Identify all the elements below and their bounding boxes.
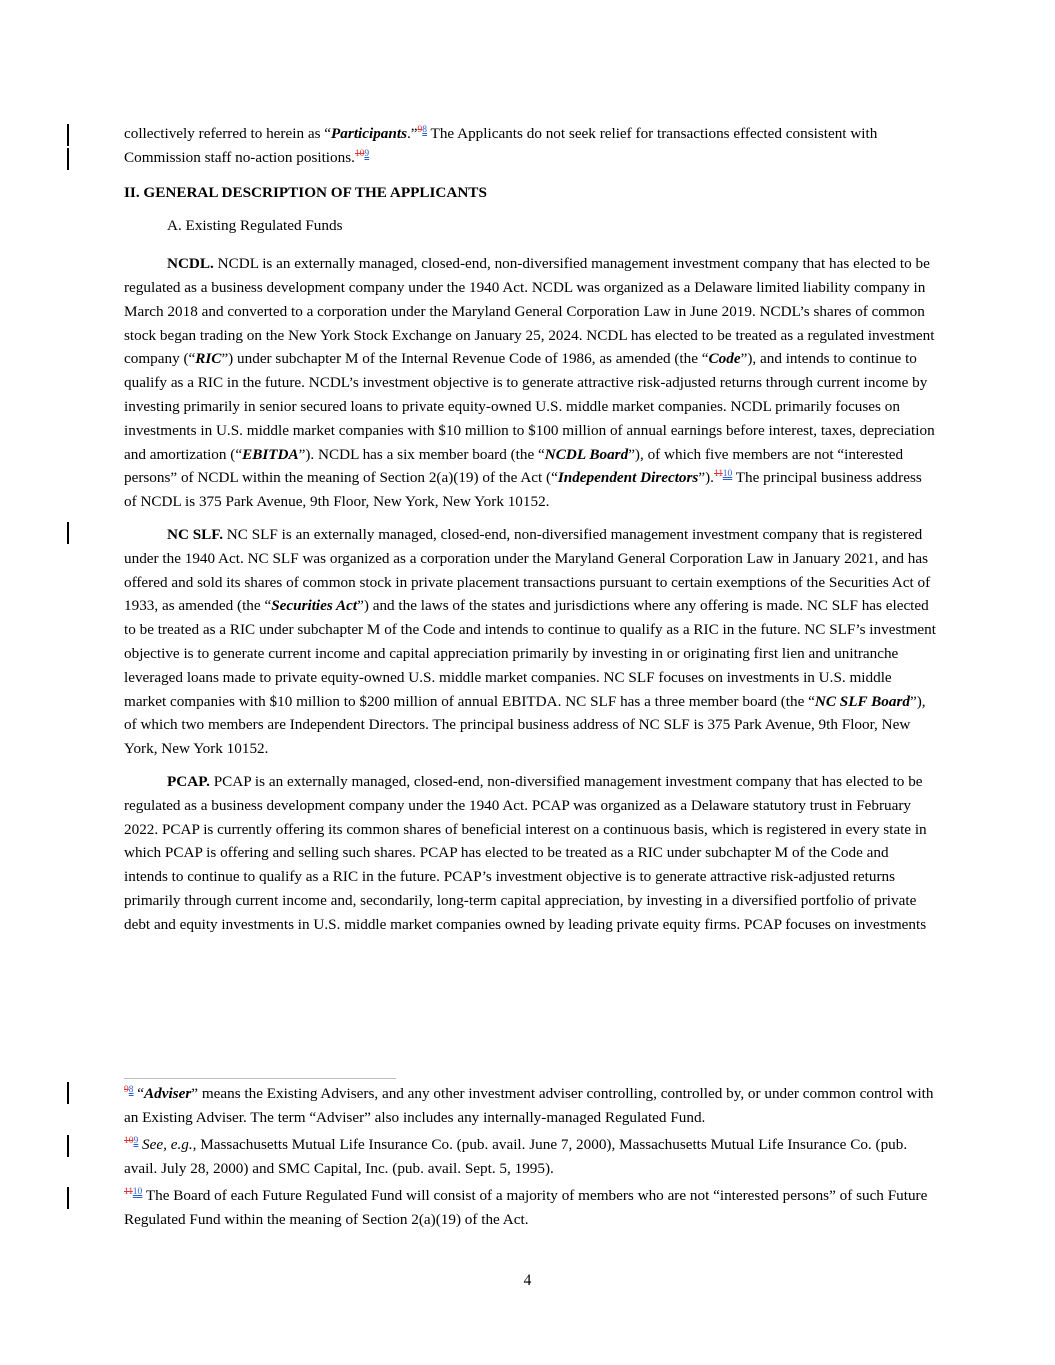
footnote-ref[interactable]: 98 (417, 124, 428, 135)
document-body (124, 122, 936, 937)
change-bar (67, 522, 69, 544)
footnotes (124, 1082, 944, 1236)
footnote-number: 98 (124, 1084, 134, 1095)
page-number: 4 (523, 1272, 532, 1289)
footnote-9: $^{109}$ See, e.g., Massachusetts Mutual Life Insurance Co. (pub. avail. June 7, 2000), Massachusetts Mutual Life Insurance Co. (pub. avail. July 28, 2000) and SMC Capital, Inc. (pub. avail. Sept. 5, 1995). (124, 1136, 908, 1177)
footnote-separator (124, 1078, 396, 1079)
change-bar (67, 1187, 69, 1209)
footnote-10: $^{1110}$ The Board of each Future Regulated Fund will consist of a majority of members who are not “interested persons” of such Future Regulated Fund within the meaning of Section 2(a)(19) of the Act. (124, 1187, 928, 1228)
change-bar (67, 1082, 69, 1104)
intro-paragraph: collectively referred to herein as “Participants.”$^{98}$ The Applicants do not seek relief for transactions effected consistent with Commission staff no-action positions.$^{109}$ (124, 124, 878, 166)
footnote-ref[interactable]: 109 (354, 148, 370, 159)
defined-term: Participants (331, 125, 407, 142)
footnote-8: $^{98}$ “Adviser” means the Existing Advisers, and any other investment adviser controlling, controlled by, or under common control with an Existing Adviser. The term “Adviser” also includes any internally-managed Regulated Fund. (124, 1084, 934, 1126)
footnote-ref[interactable]: 1110 (713, 469, 733, 480)
section-heading: II. GENERAL DESCRIPTION OF THE APPLICANTS (124, 183, 487, 201)
footnote-number: 1110 (124, 1187, 143, 1198)
ncslf-paragraph: NC SLF. NC SLF is an externally managed, closed-end, non-diversified management investment company that is registered under the 1940 Act. NC SLF was organized as a corporation under the Maryland General Corporation Law in January 2021, and has offered and sold its shares of common stock in private placement transactions pursuant to certain exemptions of the Securities Act of 1933, as amended (the “Securities Act”) and the laws of the states and jurisdictions where any offering is made. NC SLF has elected to be treated as a RIC under subchapter M of the Code and intends to continue to qualify as a RIC in the future. NC SLF’s investment objective is to generate current income and capital appreciation primarily by investing in or originating first lien and unitranche leveraged loans made to private equity-owned U.S. middle market companies. NC SLF focuses on investments in U.S. middle market companies with $10 million to $200 million of annual EBITDA. NC SLF has a three member board (the “NC SLF Board”), of which two members are Independent Directors. The principal business address of NC SLF is 375 Park Avenue, 9th Floor, New York, New York 10152. (124, 525, 936, 758)
footnote-number: 109 (124, 1136, 139, 1147)
change-bar (67, 124, 69, 146)
change-bar (67, 148, 69, 170)
pcap-paragraph: PCAP. PCAP is an externally managed, closed-end, non-diversified management investment company that has elected to be regulated as a business development company under the 1940 Act. PCAP was organized as a Delaware statutory trust in February 2022. PCAP is currently offering its common shares of beneficial interest on a continuous basis, which is registered in every state in which PCAP is offering and selling such shares. PCAP has elected to be treated as a RIC under subchapter M of the Code and intends to continue to qualify as a RIC in the future. PCAP’s investment objective is to generate attractive risk-adjusted returns primarily through current income and, secondarily, long-term capital appreciation, by investing in a diversified portfolio of private debt and equity investments in U.S. middle market companies owned by leading private equity firms. PCAP focuses on investments (124, 772, 927, 933)
subheading: A. Existing Regulated Funds (167, 217, 343, 235)
ncdl-paragraph: NCDL. NCDL is an externally managed, closed-end, non-diversified management investment company that has elected to be regulated as a business development company under the 1940 Act. NCDL was organized as a Delaware limited liability company in March 2018 and converted to a corporation under the Maryland General Corporation Law in June 2019. NCDL’s shares of common stock began trading on the New York Stock Exchange on January 25, 2024. NCDL has elected to be treated as a regulated investment company (“RIC”) under subchapter M of the Internal Revenue Code of 1986, as amended (the “Code”), and intends to continue to qualify as a RIC in the future. NCDL’s investment objective is to generate attractive risk-adjusted returns through current income by investing primarily in senior secured loans to private equity-owned U.S. middle market companies. NCDL primarily focuses on investments in U.S. middle market companies with $10 million to $100 million of annual earnings before interest, taxes, depreciation and amortization (“EBITDA”). NCDL has a six member board (the “NCDL Board”), of which five members are not “interested persons” of NCDL within the meaning of Section 2(a)(19) of the Act (“Independent Directors”).$^{1110}$ The principal business address of NCDL is 375 Park Avenue, 9th Floor, New York, New York 10152. (124, 255, 935, 511)
change-bar (67, 1135, 69, 1157)
